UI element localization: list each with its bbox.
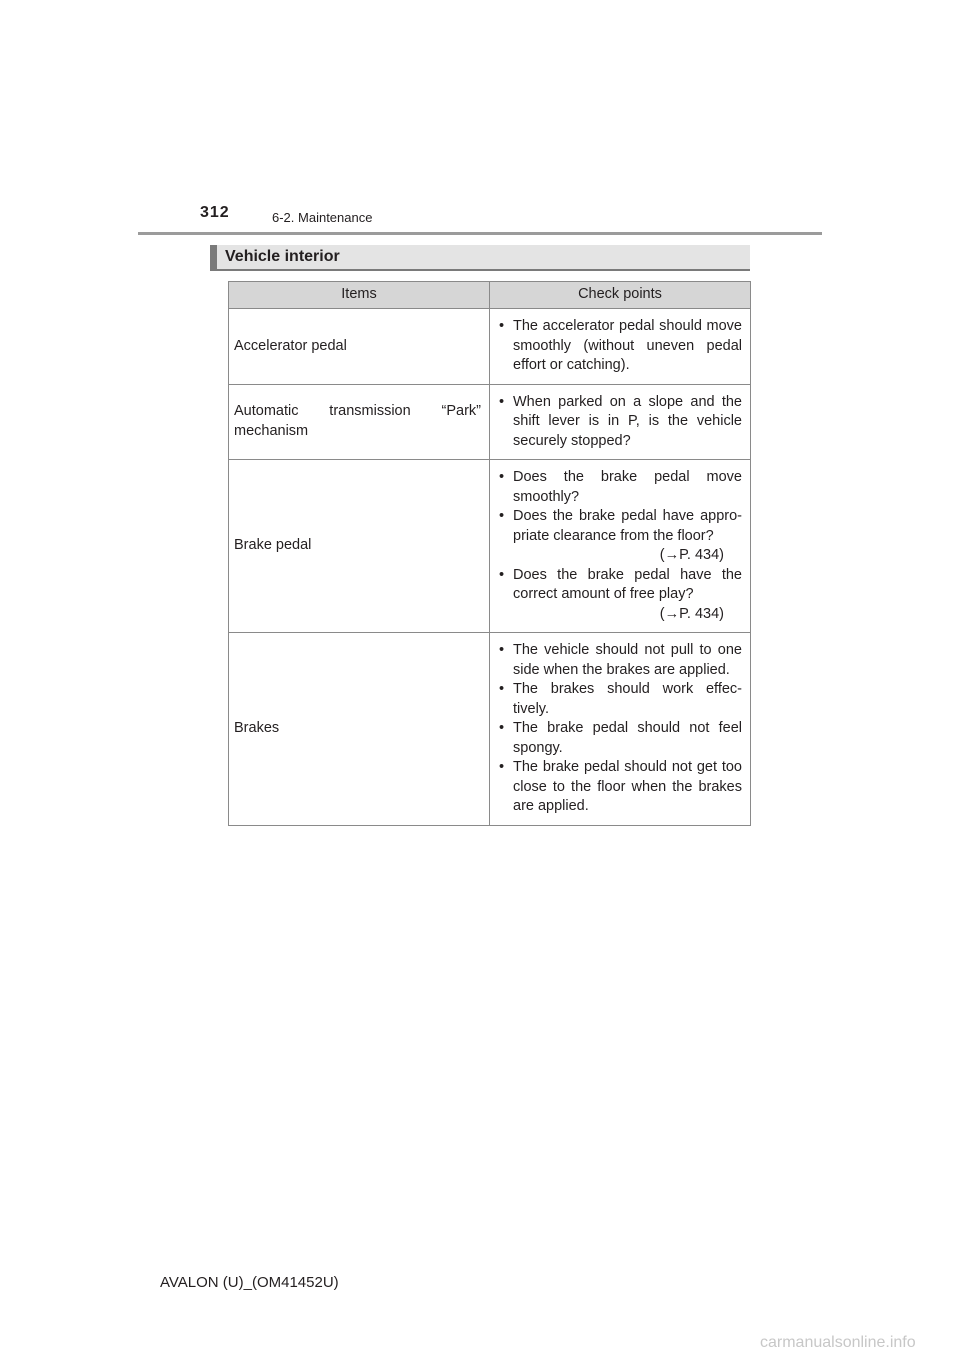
check-point-text: The brakes should work effec-tively.: [513, 681, 742, 717]
check-points-cell: [490, 384, 751, 460]
table-row: [229, 460, 751, 633]
page-reference-link[interactable]: (→P. 434): [659, 547, 724, 563]
section-title: 6-2. Maintenance: [272, 210, 373, 225]
check-points-cell: [490, 309, 751, 385]
item-cell: Accelerator pedal: [229, 309, 490, 385]
column-header-items: Items: [229, 282, 490, 309]
check-point-text: The vehicle should not pull to one side when the brakes are applied.: [513, 642, 742, 678]
check-point: [495, 680, 742, 719]
check-points-cell: [490, 633, 751, 826]
check-point-text: Does the brake pedal have appro-priate clearance from the floor?: [513, 508, 742, 544]
check-point-text: The accelerator pedal should move smoothly (without uneven pedal effort or catching).: [513, 318, 742, 373]
item-cell: Brakes: [229, 633, 490, 826]
check-point-text: The brake pedal should not feel spongy.: [513, 720, 742, 756]
check-point: [495, 719, 742, 758]
footer-model-code: AVALON (U)_(OM41452U): [160, 1274, 339, 1291]
item-cell: Automatic transmission “Park” mechanism: [229, 384, 490, 460]
check-points-cell: [490, 460, 751, 633]
check-point: [495, 566, 742, 625]
item-cell: Brake pedal: [229, 460, 490, 633]
table-row: [229, 309, 751, 385]
section-heading: [210, 245, 750, 271]
check-point: [495, 758, 742, 817]
check-point-text: Does the brake pedal have the correct amount of free play?: [513, 566, 742, 602]
check-table: [228, 281, 751, 826]
check-point-text: The brake pedal should not get too close to the floor when the brakes are applied.: [513, 759, 742, 814]
check-point-text: When parked on a slope and the shift lever is in P, is the vehicle securely stopped?: [513, 393, 742, 449]
page-number: 312: [200, 204, 230, 221]
page-reference-link[interactable]: (→P. 434): [659, 605, 724, 622]
header-rule: [138, 232, 822, 235]
table-row: [229, 633, 751, 826]
watermark: carmanualsonline.info: [760, 1334, 916, 1351]
check-point: [495, 468, 742, 507]
check-point: [495, 317, 742, 376]
check-point-text: Does the brake pedal move smoothly?: [513, 469, 742, 505]
section-heading-label: Vehicle interior: [225, 248, 340, 265]
table-header-row: [229, 282, 751, 309]
check-point: [495, 641, 742, 680]
check-point: [495, 507, 742, 566]
check-point: [495, 393, 742, 452]
column-header-check-points: Check points: [490, 282, 751, 309]
table-row: [229, 384, 751, 460]
